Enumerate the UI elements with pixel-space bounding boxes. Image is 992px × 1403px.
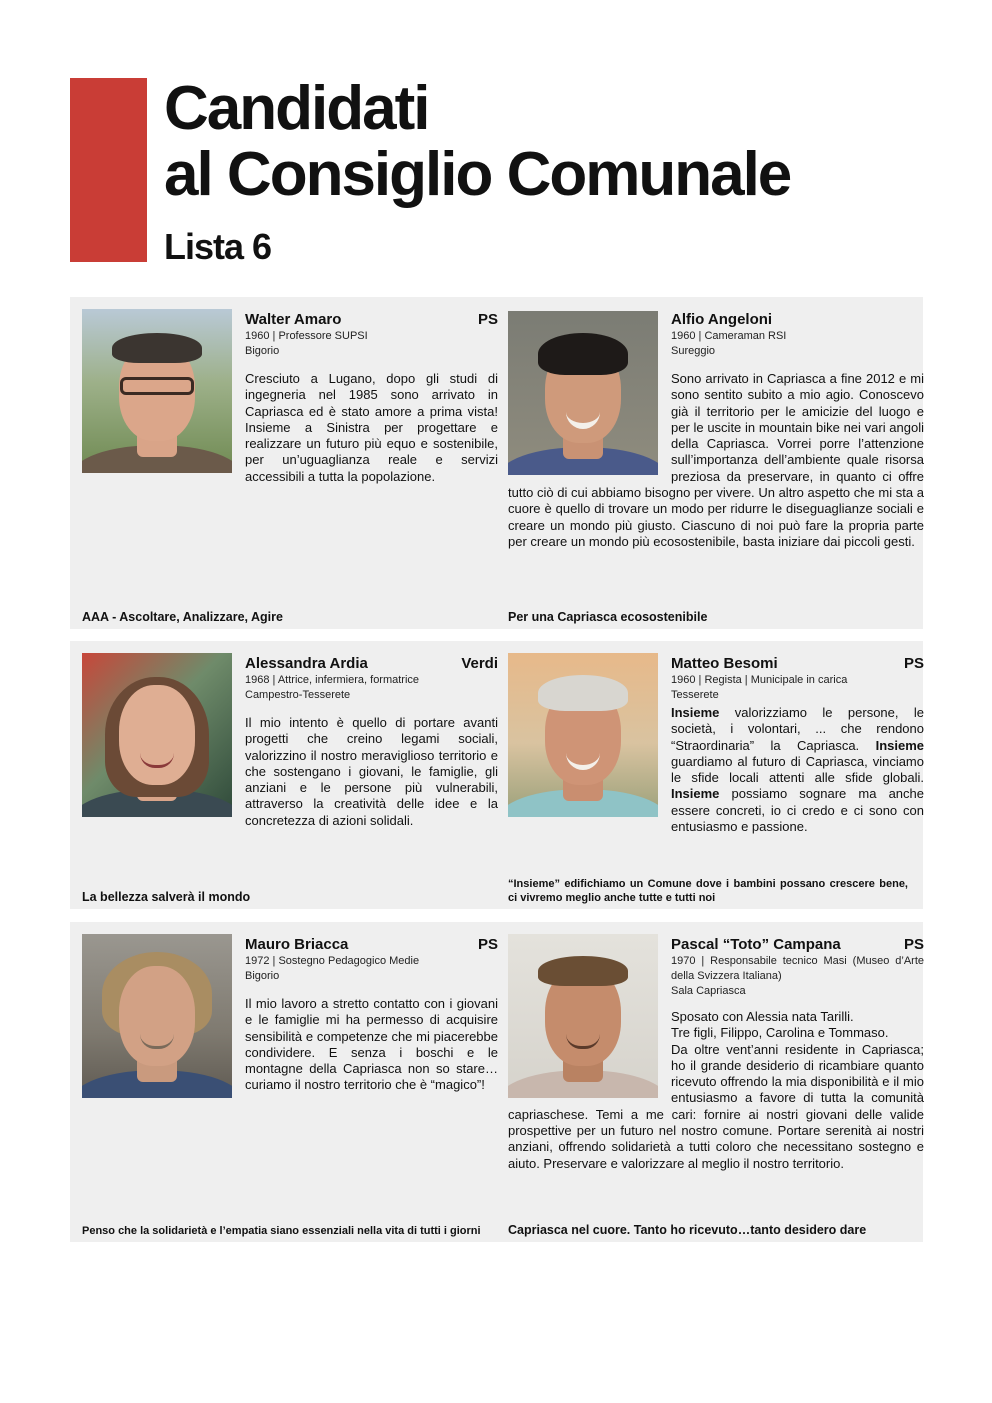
candidate-card-mauro-briacca <box>82 922 498 1242</box>
candidate-card-pascal-campana <box>508 922 924 1242</box>
bio-line-2: Tre figli, Filippo, Carolina e Tommaso. <box>671 1025 889 1041</box>
candidate-name: Pascal “Toto” Campana <box>671 936 841 953</box>
candidate-meta: 1960 | Cameraman RSI <box>671 330 787 342</box>
candidate-motto: La bellezza salverà il mondo <box>82 890 251 904</box>
candidates-row-2 <box>70 641 923 909</box>
page-title <box>164 76 790 208</box>
candidate-party: PS <box>477 311 498 328</box>
candidate-card-alessandra-ardia <box>82 641 498 909</box>
candidate-location: Bigorio <box>245 345 280 357</box>
bio-keyword: Insieme <box>671 705 720 720</box>
candidate-party: PS <box>903 655 924 672</box>
candidate-bio: Il mio intento è quello di portare avanti progetti che creino legami sociali, valorizzino il nostro meraviglioso territorio e che sostengano i giovani, le famiglie, gli anziani e le persone più vulnerabili, attraverso la creatività delle idee e la concretezza di azioni solidali. <box>245 715 498 828</box>
candidate-motto: Per una Capriasca ecosostenibile <box>508 610 708 624</box>
bio-part-2: guardiamo al futuro di Capriasca, vinciamo le sfide locali attenti alle sfide globali. <box>671 753 924 786</box>
candidate-motto: “Insieme” edifichiamo un Comune dove i bambini possano crescere bene, ci vivremo meglio anche tutte e tutti noi <box>508 878 908 904</box>
bio-line-1: Sposato con Alessia nata Tarilli. <box>671 1009 854 1024</box>
bio-keyword: Insieme <box>671 786 720 802</box>
list-subtitle: Lista 6 <box>164 226 272 267</box>
candidates-row-1 <box>70 297 923 629</box>
candidate-meta: 1960 | Regista | Municipale in carica <box>671 674 848 686</box>
candidate-name: Walter Amaro <box>245 311 342 328</box>
candidate-motto: AAA - Ascoltare, Analizzare, Agire <box>82 610 283 624</box>
candidate-location: Campestro-Tesserete <box>245 689 351 701</box>
candidate-bio: Cresciuto a Lugano, dopo gli studi di ingegneria nel 1985 sono arrivato in Capriasca ed è stato amore a prima vista! Insieme a Sinistra per progettare e realizzare un futuro più equo e sostenibile, per un’uguaglianza reale e servizi accessibili a tutta la popolazione. <box>245 371 498 484</box>
candidates-row-3 <box>70 922 923 1242</box>
candidate-party: PS <box>903 936 924 953</box>
candidate-location: Bigorio <box>245 970 280 982</box>
title-line-1: Candidati <box>164 74 429 143</box>
bio-keyword: Insieme <box>875 737 924 753</box>
candidate-meta: 1972 | Sostegno Pedagogico Medie <box>245 955 420 967</box>
candidate-photo <box>82 653 232 817</box>
candidate-card-walter-amaro <box>82 297 498 629</box>
bio-part-1: valorizziamo le persone, le società, i volontari, ... che rendono “Straordinaria” la Capriasca. <box>671 705 924 753</box>
candidate-card-matteo-besomi <box>508 641 924 909</box>
candidate-meta: 1970 | Responsabile tecnico Masi (Museo d’Arte della Svizzera Italiana) <box>671 955 924 982</box>
candidate-meta: 1960 | Professore SUPSI <box>245 330 368 342</box>
candidate-name: Alfio Angeloni <box>671 311 773 328</box>
candidate-location: Sala Capriasca <box>671 985 746 997</box>
bio-part-3: possiamo sognare ma anche essere concreti, io ci credo e ci sono con entusiasmo e passione. <box>671 786 924 835</box>
title-line-2: al Consiglio Comunale <box>164 140 791 209</box>
candidate-meta: 1968 | Attrice, infermiera, formatrice <box>245 674 420 686</box>
candidate-party: Verdi <box>461 655 498 672</box>
candidate-name: Matteo Besomi <box>671 655 778 672</box>
candidate-location: Tesserete <box>671 689 719 701</box>
candidate-photo <box>508 934 658 1098</box>
candidate-location: Sureggio <box>671 345 716 357</box>
candidate-photo <box>82 309 232 473</box>
candidate-bio: Sono arrivato in Capriasca a fine 2012 e mi sono sentito subito a mio agio. Conoscevo già il territorio per le amicizie del luogo e per le uscite in mountain bike nei vari angoli della Capriasca. Vorrei porre l’attenzione sull’importanza dell’ambiente quale risorsa preziosa da preservare, in quanto ci offre tutto ciò di cui abbiamo bisogno per vivere. Un altro aspetto che mi sta a cuore è quello di trovare un modo per ridurre le diseguaglianze sociali e creare un mondo più giusto. Ciascuno di noi può fare la propria parte per creare un mondo più ecosostenibile, basta iniziare dai piccoli gesti. <box>508 371 924 549</box>
candidate-photo <box>508 311 658 475</box>
candidate-name: Mauro Briacca <box>245 936 349 953</box>
bio-main: Da oltre vent’anni residente in Capriasca; ho il grande desiderio di ricambiare quanto ricevuto offrendo la mia disponibilità e il mio entusiasmo a favore di tutta la comunità capriaschese. Temi a me cari: fornire ai nostri giovani delle valide prospettive per un futuro nel nostro comune. Portare serenità ai nostri anziani, offrendo solidarietà a tutti coloro che necessitano sostegno e aiuto. Preservare e valorizzare al meglio il nostro territorio. <box>508 1041 924 1171</box>
candidate-photo <box>508 653 658 817</box>
candidate-motto: Penso che la solidarietà e l’empatia siano essenziali nella vita di tutti i giorni <box>82 1225 481 1237</box>
candidate-party: PS <box>477 936 498 953</box>
candidate-motto: Capriasca nel cuore. Tanto ho ricevuto…tanto desidero dare <box>508 1223 867 1237</box>
candidate-card-alfio-angeloni <box>508 297 924 629</box>
candidate-name: Alessandra Ardia <box>245 655 368 672</box>
candidate-photo <box>82 934 232 1098</box>
accent-bar <box>70 78 147 262</box>
candidate-bio: Il mio lavoro a stretto contatto con i giovani e le famiglie mi ha permesso di acquisire sensibilità e competenze che mi piacerebbe condividere. E senza i boschi e le montagne della Capriasca non so stare… curiamo il nostro territorio che è “magico”! <box>245 996 498 1093</box>
